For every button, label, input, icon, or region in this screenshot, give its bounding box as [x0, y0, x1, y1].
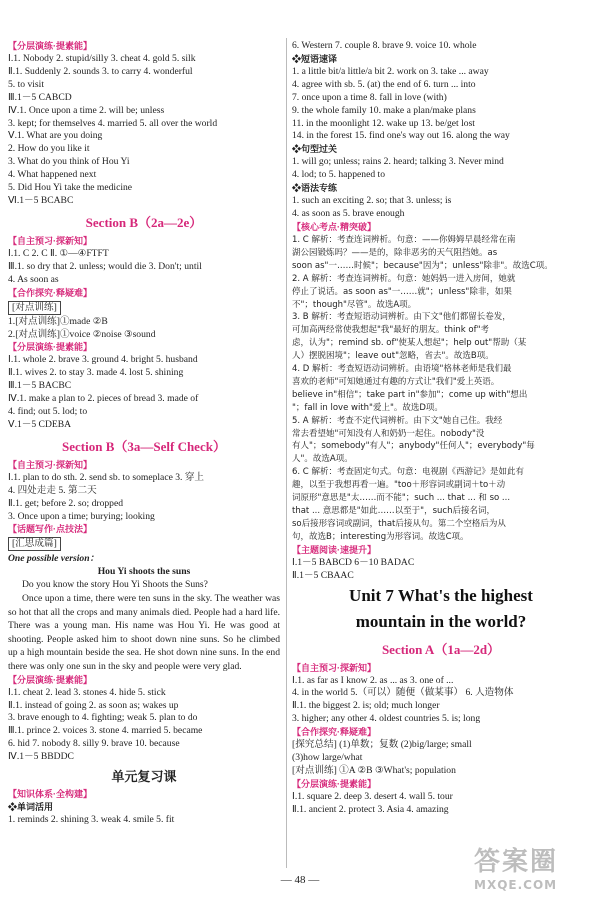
essay-paragraph: Do you know the story Hou Yi Shoots the Suns?	[22, 579, 208, 591]
answer-line: [探究总结] (1)单数；复数 (2)big/large; small	[292, 739, 472, 751]
answer-line: 4. in the world 5.（可以）随便（做某事） 6. 人造物体	[292, 687, 514, 699]
explanation-line: 常去看望她"可知没有人和奶奶一起住。nobody"没	[292, 428, 485, 439]
answer-line: Ⅱ.1. wives 2. to stay 3. made 4. lost 5. shining	[8, 367, 184, 379]
answer-line: Ⅱ.1. instead of going 2. as soon as; wakes up	[8, 699, 179, 711]
answer-line: [对点训练] ①A ②B ③What's; population	[292, 764, 456, 776]
answer-line: Ⅰ.1. as far as I know 2. as ... as 3. one of ...	[292, 674, 454, 686]
explanation-line: 湖公园锻炼吗？——是的，除非恶劣的天气阻挡她。as	[292, 247, 498, 258]
bracket-label: [对点训练]	[8, 301, 61, 315]
answer-line: 4. agree with sb. 5. (at) the end of 6. turn ... into	[292, 78, 476, 90]
answer-line: Ⅲ.1. prince 2. voices 3. stone 4. married 5. became	[8, 725, 203, 737]
explanation-line: 喜欢的老师"可知她通过有趣的方式让"我们"爱上英语。	[292, 376, 500, 387]
answer-line: Ⅲ.1－5 CABCD	[8, 91, 72, 103]
left-column	[8, 40, 280, 827]
watermark-text: 答案圈	[474, 847, 559, 877]
answer-line: 6. hid 7. nobody 8. silly 9. brave 10. because	[8, 738, 180, 750]
section-tag: 【分层演练·提素能】	[8, 41, 92, 51]
answer-line: 1.[对点训练]①made ②B	[8, 315, 108, 327]
chapter-title: 单元复习课	[111, 769, 177, 785]
section-tag: 【话题写作·点技法】	[8, 524, 92, 535]
answer-line: 5. Did Hou Yi take the medicine	[8, 182, 133, 194]
section-heading: Section B（3a—Self Check）	[62, 438, 226, 454]
answer-line: 2. How do you like it	[8, 143, 90, 155]
explanation-line: believe in"相信"；take part in"参加"；come up with"想出	[292, 389, 528, 400]
answer-line: Ⅳ.1. Once upon a time 2. will be; unless	[8, 104, 165, 116]
unit-title: Unit 7 What's the highest	[349, 585, 533, 605]
answer-line: (3)how large/what	[292, 752, 363, 764]
answer-line: Ⅲ.1. so dry that 2. unless; would die 3. Don't; until	[8, 260, 202, 272]
section-tag: 【合作探究·释疑难】	[292, 727, 376, 738]
section-heading: Section B（2a—2e）	[85, 214, 203, 230]
answer-line: 3. Once upon a time; burying; looking	[8, 510, 155, 522]
section-tag: 【知识体系·全构建】	[8, 789, 92, 800]
sub-heading: ❖语法专练	[292, 183, 338, 194]
section-tag: 【自主预习·探新知】	[8, 459, 92, 470]
answer-line: Ⅰ.1. C 2. C Ⅱ. ①—④FTFT	[8, 247, 109, 259]
explanation-line: 人）摆脱困境"；leave out"忽略，省去"。故选B项。	[292, 351, 494, 362]
answer-line: 3. kept; for themselves 4. married 5. all over the world	[8, 117, 218, 129]
right-column	[292, 40, 590, 817]
explanation-line: 停止了说话。as soon as"一……就"；unless"除非，如果	[292, 286, 512, 297]
page-number: — 48 —	[280, 874, 320, 886]
answer-line: Ⅴ.1. What are you doing	[8, 130, 103, 142]
answer-line: 11. in the moonlight 12. wake up 13. be/get lost	[292, 117, 475, 129]
answer-line: 9. the whole family 10. make a plan/make plans	[292, 104, 476, 116]
section-tag: 【自主预习·探新知】	[8, 235, 92, 246]
section-heading: Section A（1a—2d）	[381, 641, 501, 657]
answer-line: 1. a little bit/a little/a bit 2. work on 3. take ... away	[292, 65, 489, 77]
section-tag: 【分层演练·提素能】	[8, 342, 92, 353]
answer-line: 4. What happened next	[8, 169, 97, 181]
explanation-line: that ... 意思都是"如此……以至于"，such后接名词，	[292, 506, 495, 516]
explanation-line: 人"。故选A项。	[292, 454, 353, 465]
answer-line: 3. What do you think of Hou Yi	[8, 156, 130, 168]
answer-line: 4. as soon as 5. brave enough	[292, 208, 405, 220]
answer-line: Ⅱ.1. Suddenly 2. sounds 3. to carry 4. wonderful	[8, 65, 193, 77]
explanation-line: 2. A 解析：考查连词辨析。句意：她妈妈一进入房间，她就	[292, 273, 516, 284]
possible-version-label: One possible version：	[8, 553, 100, 565]
sub-heading: ❖句型过关	[292, 144, 338, 155]
explanation-line: 3. B 解析：考查短语动词辨析。由下文"他们都留长卷发，	[292, 312, 511, 323]
answer-line: 4. find; out 5. lod; to	[8, 406, 88, 418]
answer-line: Ⅰ.1. plan to do sth. 2. send sb. to someplace 3. 穿上	[8, 471, 205, 483]
essay-title: Hou Yi shoots the suns	[97, 566, 191, 578]
answer-line: 4. 四处走走 5. 第二天	[8, 484, 97, 496]
explanation-line: 虑，认为"；remind sb. of"使某人想起"；help out"帮助（某	[292, 338, 527, 349]
section-tag: 【自主预习·探新知】	[292, 662, 376, 673]
explanation-line: 1. C 解析：考查连词辨析。句意：——你姆姆早晨经常在南	[292, 234, 516, 245]
answer-line: 4. lod; to 5. happened to	[292, 169, 385, 181]
bracket-label: [汇思成篇]	[8, 537, 61, 551]
answer-line: 4. As soon as	[8, 273, 59, 285]
unit-title: mountain in the world?	[355, 611, 527, 631]
section-tag: 【分层演练·提素能】	[8, 674, 92, 685]
explanation-line: 5. A 解析：考查不定代词辨析。由下文"她自己住。我经	[292, 415, 503, 426]
explanation-line: 可加高两经常使我想起"我"最好的朋友。think of"考	[292, 325, 490, 336]
sub-heading: ❖单词活用	[8, 802, 54, 813]
answer-line: 1. such an exciting 2. so; that 3. unless; is	[292, 195, 452, 207]
explanation-line: 不"；though"尽管"。故选A项。	[292, 299, 417, 310]
answer-line: 14. in the forest 15. find one's way out 16. along the way	[292, 130, 510, 142]
answer-line: Ⅰ.1. cheat 2. lead 3. stones 4. hide 5. stick	[8, 686, 166, 698]
watermark-url: MXQE.COM	[474, 878, 558, 892]
answer-line: Ⅰ.1. square 2. deep 3. desert 4. wall 5. tour	[292, 790, 453, 802]
section-tag: 【主题阅读·速提升】	[292, 544, 376, 555]
answer-line: Ⅱ.1. the biggest 2. is; old; much longer	[292, 700, 440, 712]
column-divider	[286, 38, 287, 868]
answer-line: 3. higher; any other 4. oldest countries 5. is; long	[292, 713, 481, 725]
answer-line: Ⅳ.1－5 BBDDC	[8, 751, 74, 763]
explanation-line: 词原形"意思是"太……而不能"；such ... that ... 和 so ...	[292, 493, 511, 504]
answer-line: 2.[对点训练]①voice ②noise ③sound	[8, 328, 156, 340]
answer-line: 7. once upon a time 8. fall in love (with)	[292, 91, 447, 103]
answer-line: 1. reminds 2. shining 3. weak 4. smile 5. fit	[8, 814, 175, 826]
answer-line: Ⅱ.1－5 CBAAC	[292, 569, 354, 581]
answer-line: Ⅲ.1－5 BACBC	[8, 380, 72, 392]
essay-paragraph: Once upon a time, there were ten suns in the sky. The weather was so hot that all the crops and many animals died. People had a hard life. There was a young man. His name was Hou Yi. He was good at shooting. People asked him to shoot down nine suns. So he climbed up a high mountain beside the sea. He shot down nine suns. In the end there was only one sun in the sky and people were very glad.	[8, 593, 280, 673]
answer-line: 5. to visit	[8, 78, 44, 90]
answer-line: Ⅰ.1. whole 2. brave 3. ground 4. bright 5. husband	[8, 354, 198, 366]
bracket-label-row	[8, 536, 280, 552]
explanation-line: 4. D 解析：考查短语动词辨析。由语境"格林老师是我们最	[292, 364, 512, 375]
answer-line: Ⅵ.1－5 BCABC	[8, 194, 74, 206]
explanation-line: 6. C 解析：考查固定句式。句意：电视剧《西游记》是如此有	[292, 467, 524, 478]
answer-line: 3. brave enough to 4. fighting; weak 5. plan to do	[8, 712, 198, 724]
answer-line: Ⅴ.1－5 CDEBA	[8, 418, 72, 430]
sub-heading: ❖短语速译	[292, 53, 338, 64]
section-tag: 【合作探究·释疑难】	[8, 287, 92, 298]
explanation-line: 有人"；somebody"有人"；anybody"任何人"；everybody"每	[292, 441, 535, 452]
answer-line: Ⅰ.1－5 BABCD 6－10 BADAC	[292, 556, 415, 568]
explanation-line: 句，故选B；interesting为形容词。故选C项。	[292, 531, 469, 542]
section-tag: 【分层演练·提素能】	[292, 778, 376, 789]
answer-line: 6. Western 7. couple 8. brave 9. voice 10. whole	[292, 40, 477, 51]
answer-line: Ⅳ.1. make a plan to 2. pieces of bread 3. made of	[8, 393, 199, 405]
answer-line: 1. will go; unless; rains 2. heard; talking 3. Never mind	[292, 156, 504, 168]
bracket-label-row	[8, 300, 280, 316]
section-tag: 【核心考点·精突破】	[292, 221, 376, 232]
answer-line: Ⅰ.1. Nobody 2. stupid/silly 3. cheat 4. gold 5. silk	[8, 53, 196, 64]
explanation-line: "；fall in love with"爱上"。故选D项。	[292, 402, 443, 413]
answer-line: Ⅱ.1. ancient 2. protect 3. Asia 4. amazing	[292, 803, 449, 815]
explanation-line: soon as"一……时候"；because"因为"；unless"除非"。故选C项。	[292, 260, 553, 271]
explanation-line: so后接形容词或副词，that后接从句。第二个空格后为从	[292, 518, 506, 529]
watermark-logo	[474, 846, 590, 902]
answer-line: Ⅱ.1. get; before 2. so; dropped	[8, 497, 124, 509]
explanation-line: 趣，以至于我想再看一遍。"too＋形容词或副词＋to＋动	[292, 480, 506, 491]
